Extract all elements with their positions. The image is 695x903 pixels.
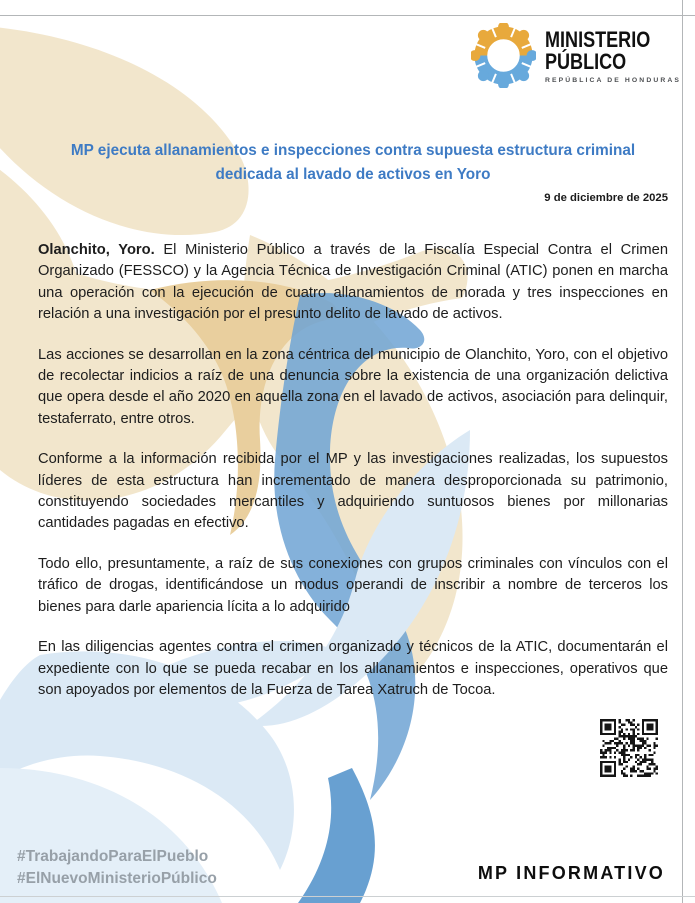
mp-emblem-icon <box>471 23 536 88</box>
press-paragraph-3: Conforme a la información recibida por el MP y las investigaciones realizadas, los supuestos líderes de esta estructura han incrementado de manera desproporcionada su patrimonio, constituyendo sociedades mercantiles y adquiriendo suntuosos bienes por millonarias cantidades pagadas en efectivo. <box>38 451 668 532</box>
press-paragraph-5: En las diligencias agentes contra el crimen organizado y técnicos de la ATIC, documentarán el expediente con lo que se pueda recabar en los allanamientos e inspecciones, operativos que son apoyados por elementos de la Fuerza de Tarea Xatruch de Tocoa. <box>38 639 668 698</box>
press-paragraph-1 <box>38 240 668 326</box>
press-paragraph-2: Las acciones se desarrollan en la zona céntrica del municipio de Olanchito, Yoro, con el objetivo de recolectar indicios a raíz de una denuncia sobre la existencia de una organización delictiva que opera desde el año 2020 en aquella zona en el lavado de activos, asociación para delinquir, testaferrato, entre otros. <box>38 346 668 427</box>
brand-mark-mp-informativo: MP INFORMATIVO <box>477 863 665 883</box>
logo-title-line1: MINISTERIO <box>545 27 651 52</box>
release-date: 9 de diciembre de 2025 <box>544 192 668 204</box>
hashtag-nuevo-mp: #ElNuevoMinisterioPúblico <box>17 870 217 887</box>
article-body <box>38 240 668 720</box>
logo-title-line2: PÚBLICO <box>545 49 627 74</box>
dateline: Olanchito, Yoro. <box>38 242 155 258</box>
paragraph-1-text: El Ministerio Público a través de la Fiscalía Especial Contra el Crimen Organizado (FESSCO) y la Agencia Técnica de Investigación Criminal (ATIC) ponen en marcha una operación con la ejecución de cuatro allanamientos de morada y tres inspecciones en relación a una investigación por el presunto delito de lavado de activos. <box>38 242 668 323</box>
logo-subtitle: REPÚBLICA DE HONDURAS <box>545 77 681 84</box>
press-paragraph-4: Todo ello, presuntamente, a raíz de sus conexiones con grupos criminales con vínculos con el tráfico de drogas, identificándose un modus operandi de inscribir a nombre de terceros los bienes para darle apariencia lícita a lo adquirido <box>38 555 668 615</box>
headline: MP ejecuta allanamientos e inspecciones contra supuesta estructura criminal dedicada al lavado de activos en Yoro <box>70 142 636 183</box>
mp-logo <box>471 23 681 88</box>
hashtag-trabajando: #TrabajandoParaElPueblo <box>17 848 209 865</box>
qr-code <box>600 719 658 777</box>
